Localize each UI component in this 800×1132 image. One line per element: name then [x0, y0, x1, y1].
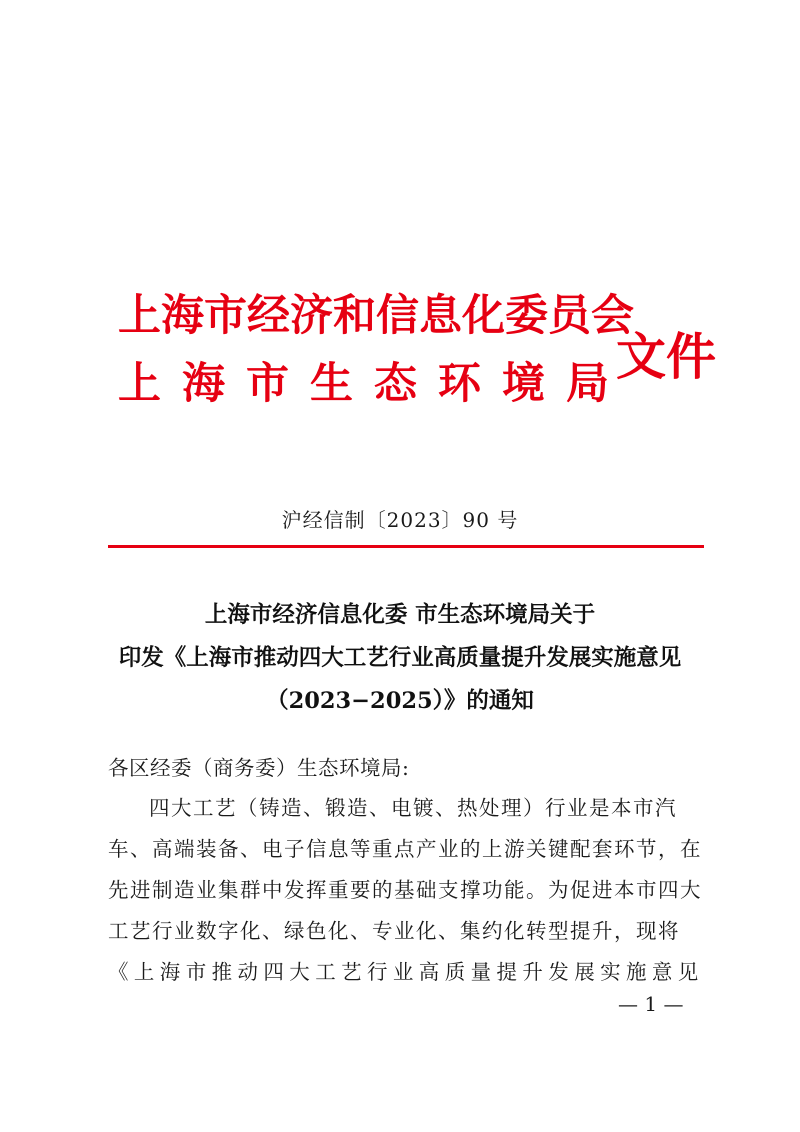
paragraph-line: 先进制造业集群中发挥重要的基础支撑功能。为促进本市四大	[108, 878, 702, 902]
red-divider-line	[108, 545, 704, 548]
issuer-name-2: 上海市生态环境局	[118, 359, 630, 409]
salutation: 各区经委（商务委）生态环境局:	[108, 756, 410, 780]
document-type-label: 文件	[616, 327, 716, 386]
paragraph-line: 工艺行业数字化、绿色化、专业化、集约化转型提升，现将	[108, 919, 680, 943]
paragraph-line: 车、高端装备、电子信息等重点产业的上游关键配套环节，在	[108, 837, 702, 861]
paragraph-line: 四大工艺（铸造、锻造、电镀、热处理）行业是本市汽	[149, 796, 677, 820]
issuer-name-1: 上海市经济和信息化委员会	[118, 291, 634, 341]
document-number: 沪经信制〔2023〕90 号	[281, 508, 519, 532]
title-line-3: （2023−2025）》的通知	[266, 688, 534, 714]
title-line-1: 上海市经济信息化委 市生态环境局关于	[204, 602, 596, 628]
paragraph-line: 《上海市推动四大工艺行业高质量提升发展实施意见	[108, 960, 704, 984]
page-number: — 1 —	[618, 992, 684, 1016]
title-line-2: 印发《上海市推动四大工艺行业高质量提升发展实施意见	[118, 645, 682, 671]
red-header	[118, 285, 718, 435]
